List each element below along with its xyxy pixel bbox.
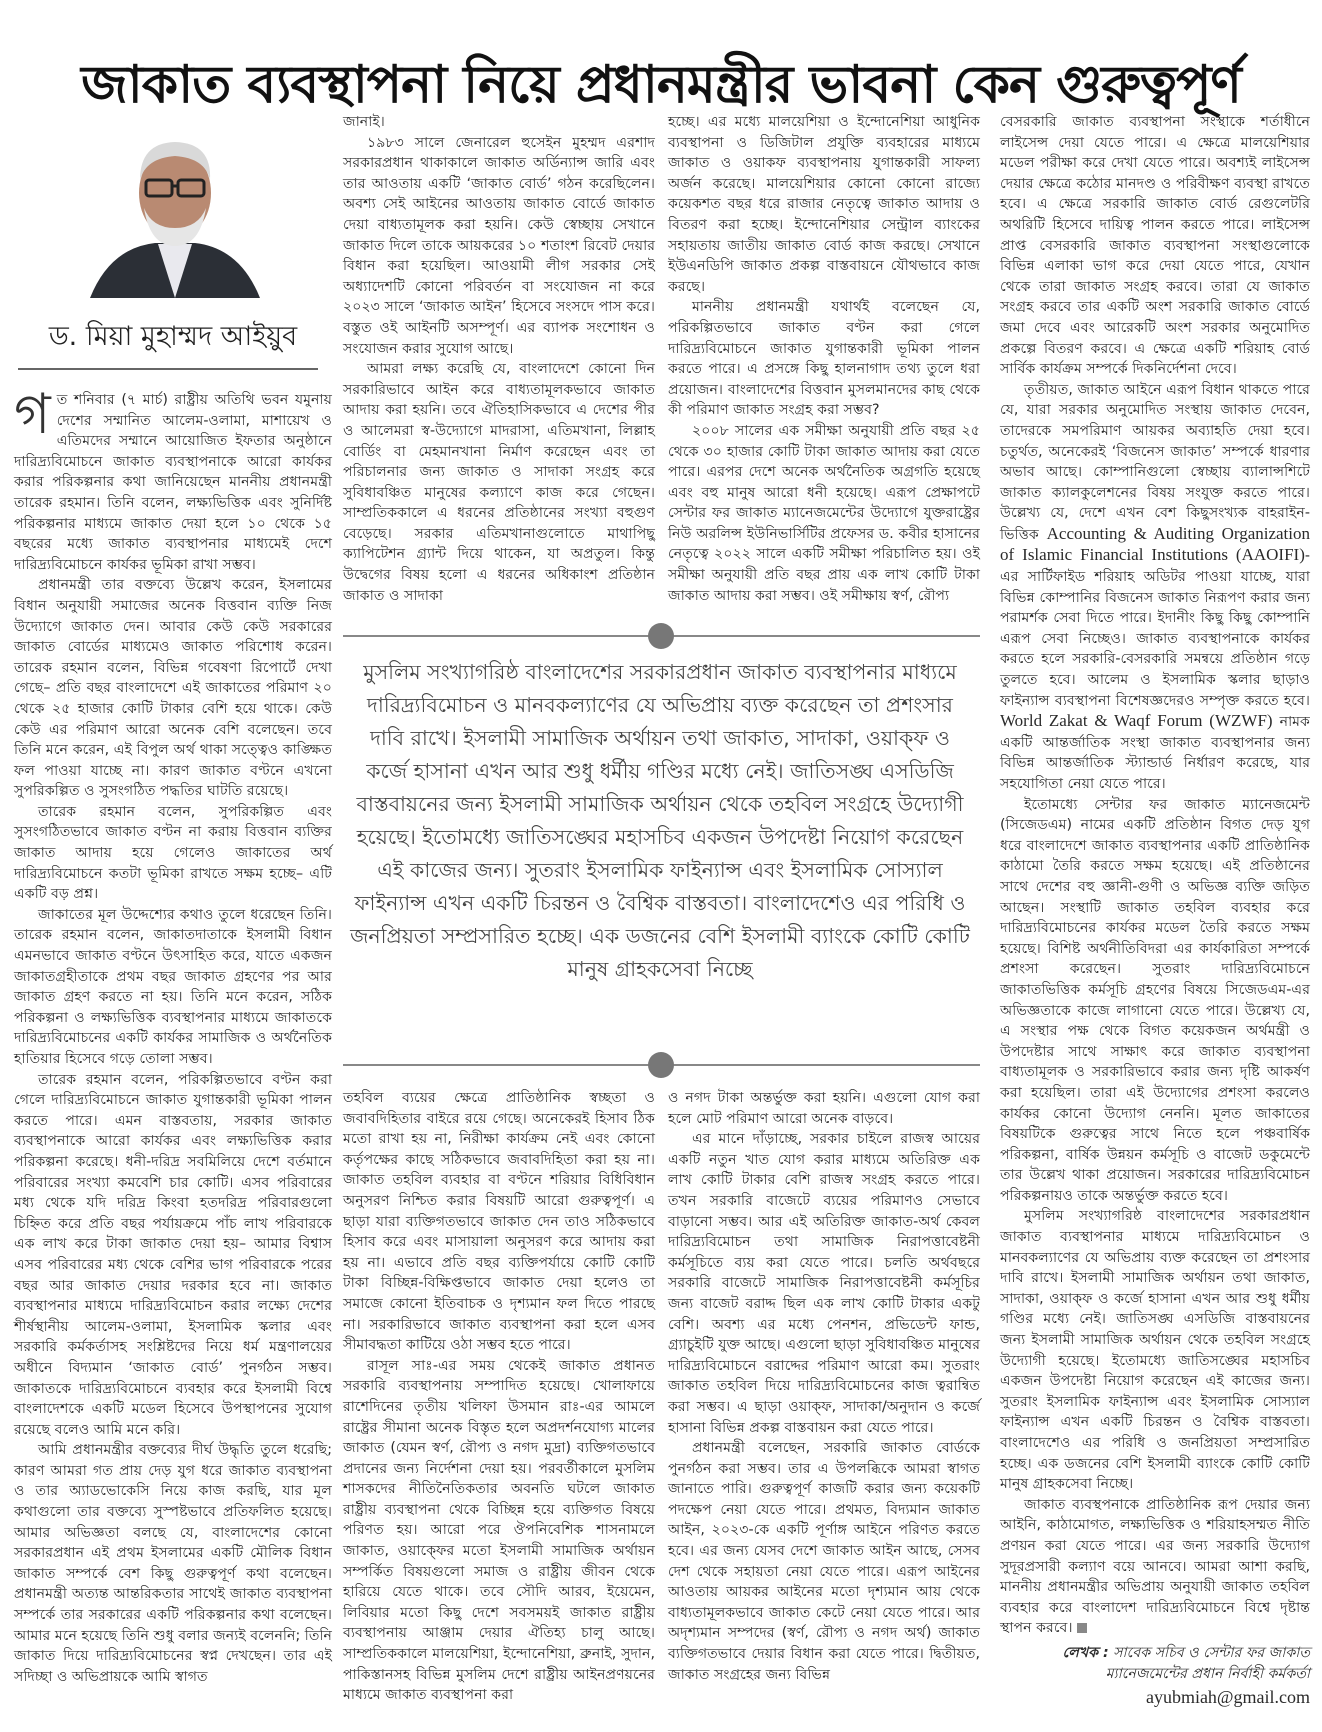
paragraph: আমরা লক্ষ্য করেছি যে, বাংলাদেশে কোনো দিন সরকারিভাবে আইন করে বাধ্যতামূলকভাবে জাকাত আদায় করা হয়নি। তবে ঐতিহাসিকভাবে এ দেশের পীর ও আলেমরা স্ব-উদ্যোগে মাদরাসা, এতিমখানা, লিল্লাহ বোর্ডিং বা মেহমানখানা নির্মাণ করেছেন এবং তা পরিচালনার জন্য জাকাত ও সাদাকা সংগ্রহ করে সুবিধাবঞ্চিত মানুষের কল্যাণে কাজ করে গেছেন। সাম্প্রতিককালে এ ধরনের প্রতিষ্ঠানের সংখ্যা বহুগুণ বেড়েছে। সরকার এতিমখানাগুলোতে মাথাপিছু ক্যাপিটেশন গ্র্যান্ট দিয়ে থাকেন, যা অপ্রতুল। কিন্তু উদ্বেগের বিষয় হলো এ ধরনের অধিকাংশ প্রতিষ্ঠান জাকাত ও সাদাকা: [343, 361, 655, 604]
end-mark-icon: [1077, 1623, 1087, 1633]
author-portrait-icon: [80, 128, 270, 298]
paragraph: মুসলিম সংখ্যাগরিষ্ঠ বাংলাদেশের সরকারপ্রধান জাকাত ব্যবস্থাপনার মাধ্যমে দারিদ্র্যবিমোচন ও মানবকল্যাণের যে অভিপ্রায় ব্যক্ত করেছেন তা প্রশংসার দাবি রাখে। ইসলামী সামাজিক অর্থায়ন তথা জাকাত, সাদাকা, ওয়াক্ফ ও কর্জে হাসানা এখন আর শুধু ধর্মীয় গণ্ডির মধ্যে নেই। জাতিসঙ্ঘ এসডিজি বাস্তবায়নের জন্য ইসলামী সামাজিক অর্থায়ন থেকে তহবিল সংগ্রহে উদ্যোগী হয়েছে। ইতোমধ্যে জাতিসঙ্ঘের মহাসচিব একজন উপদেষ্টা নিয়োগ করেছেন এই কাজের জন্য। সুতরাং ইসলামিক ফাইন্যান্স এবং ইসলামিক সোস্যাল ফাইন্যান্স এখন একটি চিরন্তন ও বৈশ্বিক বাস্তবতা। বাংলাদেশেও এর পরিধি ও জনপ্রিয়তা সম্প্রসারিত হচ্ছে। এক ডজনের বেশি ইসলামী ব্যাংকে কোটি কোটি মানুষ গ্রাহকসেবা নিচ্ছে।: [1000, 1208, 1310, 1493]
paragraph-text: -এর সার্টিফাইড শরিয়াহ অডিটর পাওয়া যাচ্ছে, যারা বিভিন্ন কোম্পানির বিজনেস জাকাত নিরূপণ করার জন্য পরামর্শক সেবা দিতে পারে। ইদানীং কিছু কিছু কোম্পানি এরূপ সেবা নিচ্ছেও। জাকাত ব্যবস্থাপনাকে কার্যকর করতে হলে সরকারি-বেসরকারি সমন্বয়ে প্রতিষ্ঠান গড়ে তুলতে হবে। আলেম ও ইসলামিক স্কলার ছাড়াও ফাইন্যান্স ব্যবস্থাপনা বিশেষজ্ঞদেরও সম্পৃক্ত করতে হবে।: [1000, 548, 1310, 709]
paragraph-text: ত শনিবার (৭ মার্চ) রাষ্ট্রীয় অতিথি ভবন যমুনায় দেশের সম্মানিত আলেম-ওলামা, মাশায়েখ ও এতিমদের সম্মানে আয়োজিত ইফতার অনুষ্ঠানে দারিদ্র্যবিমোচনে জাকাত ব্যবস্থাপনাকে আরো কার্যকর করার পরিকল্পনার কথা জানিয়েছেন মাননীয় প্রধানমন্ত্রী তারেক রহমান। তিনি বলেন, লক্ষ্যভিত্তিক এবং সুনির্দিষ্ট পরিকল্পনার মাধ্যমে জাকাত দেয়া হলে ১০ থেকে ১৫ বছরের মধ্যে জাকাত ব্যবস্থাপনার মাধ্যমেই দেশে দারিদ্র্যবিমোচনে কার্যকর ভূমিকা রাখা সম্ভব।: [14, 392, 332, 573]
paragraph: হচ্ছে। এর মধ্যে মালয়েশিয়া ও ইন্দোনেশিয়া আধুনিক ব্যবস্থাপনা ও ডিজিটাল প্রযুক্তি ব্যবহারের মাধ্যমে জাকাত ও ওয়াকফ ব্যবস্থাপনায় যুগান্তকারী সাফল্য অর্জন করেছে। মালয়েশিয়ার কোনো কোনো রাজ্যে কয়েকশত বছর ধরে রাজার নেতৃত্বে জাকাত আদায় ও বিতরণ করা হচ্ছে। ইন্দোনেশিয়ার সেন্ট্রাল ব্যাংকের সহায়তায় জাতীয় জাকাত বোর্ড কাজ করছে। সেখানে ইউএনডিপি জাকাত প্রকল্প বাস্তবায়নে যৌথভাবে কাজ করছে।: [668, 114, 980, 295]
paragraph: ইতোমধ্যে সেন্টার ফর জাকাত ম্যানেজমেন্ট (সিজেডএম) নামের একটি প্রতিষ্ঠান বিগত দেড় যুগ ধরে বাংলাদেশে জাকাত ব্যবস্থাপনার একটি প্রাতিষ্ঠানিক কাঠামো তৈরি করতে সক্ষম হয়েছে। এই প্রতিষ্ঠানের সাথে দেশের বহু জ্ঞানী-গুণী ও অভিজ্ঞ ব্যক্তি জড়িত আছেন। সংস্থাটি জাকাত তহবিল ব্যবহার করে দারিদ্র্যবিমোচনের কার্যকর মডেল তৈরি করতে সক্ষম হয়েছে। বিশিষ্ট অর্থনীতিবিদরা এর কার্যকারিতা সম্পর্কে প্রশংসা করেছেন। সুতরাং দারিদ্র্যবিমোচনে জাকাতভিত্তিক কর্মসূচি গ্রহণের বিষয়ে সিজেডএম-এর অভিজ্ঞতাকে কাজে লাগানো যেতে পারে। উল্লেখ্য যে, এ সংস্থার পক্ষ থেকে বিগত কয়েকজন অর্থমন্ত্রী ও উপদেষ্টার সাথে সাক্ষাৎ করে জাকাত ব্যবস্থাপনা বাধ্যতামূলক ও সরকারিভাবে করার জন্য দৃষ্টি আকর্ষণ করা হয়েছিল। তারা এই উদ্যোগের প্রশংসা করলেও কার্যকর কোনো উদ্যোগ নেননি। মূলত জাকাতের বিষয়টিকে গুরুত্বের সাথে নিতে হলে পঞ্চবার্ষিক পরিকল্পনা, বার্ষিক উন্নয়ন কর্মসূচি ও বাজেট ডকুমেন্টে তার উল্লেখ থাকা প্রয়োজন। সরকারের দারিদ্র্যবিমোচন পরিকল্পনায়ও তাকে অন্তর্ভুক্ত করতে হবে।: [1000, 796, 1310, 1204]
paragraph: ও নগদ টাকা অন্তর্ভুক্ত করা হয়নি। এগুলো যোগ করা হলে মোট পরিমাণ আরো অনেক বাড়বে।: [668, 1090, 980, 1127]
paragraph: প্রধানমন্ত্রী বলেছেন, সরকারি জাকাত বোর্ডকে পুনর্গঠন করা সম্ভব। তার এ উপলব্ধিকে আমরা স্বাগত জানাতে পারি। গুরুত্বপূর্ণ কাজটি করার জন্য কয়েকটি পদক্ষেপ নেয়া যেতে পারে। প্রথমত, বিদ্যমান জাকাত আইন, ২০২৩-কে একটি পূর্ণাঙ্গ আইনে পরিণত করতে হবে। এর জন্য যেসব দেশে জাকাত আইন আছে, সেসব দেশ থেকে সহায়তা নেয়া যেতে পারে। এরূপ আইনের আওতায় আয়কর আইনের মতো দৃশ্যমান আয় থেকে বাধ্যতামূলকভাবে জাকাত কেটে নেয়া যেতে পারে। আর অদৃশ্যমান সম্পদের (স্বর্ণ, রৌপ্য ও নগদ অর্থ) জাকাত ব্যক্তিগতভাবে দেয়ার বিধান করা যেতে পারে। দ্বিতীয়ত, জাকাত সংগ্রহের জন্য বিভিন্ন: [668, 1440, 980, 1683]
paragraph: এর মানে দাঁড়াচ্ছে, সরকার চাইলে রাজস্ব আয়ের একটি নতুন খাত যোগ করার মাধ্যমে অতিরিক্ত এক লাখ কোটি টাকার বেশি রাজস্ব সংগ্রহ করতে পারে। তখন সরকারি বাজেটে ব্যয়ের পরিমাণও সেভাবে বাড়ানো সম্ভব। আর এই অতিরিক্ত জাকাত-অর্থ কেবল দারিদ্র্যবিমোচন তথা সামাজিক নিরাপত্তাবেষ্টনী কর্মসূচিতে ব্যয় করা যেতে পারে। চলতি অর্থবছরে সরকারি বাজেটে সামাজিক নিরাপত্তাবেষ্টনী কর্মসূচির জন্য বাজেট বরাদ্দ ছিল এক লাখ কোটি টাকার একটু বেশি। অবশ্য এর মধ্যে পেনশন, প্রভিডেন্ট ফান্ড, গ্র্যাচুইটি যুক্ত আছে। এগুলো ছাড়া সুবিধাবঞ্চিত মানুষের দারিদ্র্যবিমোচনে বরাদ্দের পরিমাণ আরো কম। সুতরাং জাকাত তহবিল দিয়ে দারিদ্র্যবিমোচনের কাজ ত্বরান্বিত করা সম্ভব। এ ছাড়া ওয়াক্ফ, সাদাকা/অনুদান ও কর্জে হাসানা বিভিন্ন প্রকল্প বাস্তবায়ন করা যেতে পারে।: [668, 1131, 980, 1436]
byline-label: লেখক :: [1062, 1644, 1109, 1661]
column-3-top: [668, 112, 980, 606]
pull-quote: মুসলিম সংখ্যাগরিষ্ঠ বাংলাদেশের সরকারপ্রধান জাকাত ব্যবস্থাপনার মাধ্যমে দারিদ্র্যবিমোচন ও মানবকল্যাণের যে অভিপ্রায় ব্যক্ত করেছেন তা প্রশংসার দাবি রাখে। ইসলামী সামাজিক অর্থায়ন তথা জাকাত, সাদাকা, ওয়াক্ফ ও কর্জে হাসানা এখন আর শুধু ধর্মীয় গণ্ডির মধ্যে নেই। জাতিসঙ্ঘ এসডিজি বাস্তবায়নের জন্য ইসলামী সামাজিক অর্থায়ন থেকে তহবিল সংগ্রহে উদ্যোগী হয়েছে। ইতোমধ্যে জাতিসঙ্ঘের মহাসচিব একজন উপদেষ্টা নিয়োগ করেছেন এই কাজের জন্য। সুতরাং ইসলামিক ফাইন্যান্স এবং ইসলামিক সোস্যাল ফাইন্যান্স এখন একটি চিরন্তন ও বৈশ্বিক বাস্তবতা। বাংলাদেশেও এর পরিধি ও জনপ্রিয়তা সম্প্রসারিত হচ্ছে। এক ডজনের বেশি ইসলামী ব্যাংকে কোটি কোটি মানুষ গ্রাহকসেবা নিচ্ছে: [350, 660, 970, 981]
author-byline: [1000, 1643, 1310, 1685]
drop-cap: গ: [14, 382, 51, 447]
column-2-top: [343, 112, 655, 606]
paragraph-text: তৃতীয়ত, জাকাত আইনে এরূপ বিধান থাকতে পারে যে, যারা সরকার অনুমোদিত সংস্থায় জাকাত দেবেন, তাদেরকে সমপরিমাণ আয়কর অব্যাহতি দেয়া হবে। চতুর্থত, অনেকেরই ‘বিজনেস জাকাত’ সম্পর্কে ধারণার অভাব আছে। কোম্পানিগুলো স্বেচ্ছায় ব্যালান্সশিটে জাকাত ক্যালকুলেশনের বিষয় সংযুক্ত করতে পারে। উল্লেখ্য যে, দেশে এখন বেশ কিছুসংখ্যক বাহরাইন-ভিত্তিক: [1000, 381, 1310, 543]
paragraph: প্রধানমন্ত্রী তার বক্তব্যে উল্লেখ করেন, ইসলামের বিধান অনুযায়ী সমাজের অনেক বিত্তবান ব্যক্তি নিজ উদ্যোগে জাকাত দেন। আবার কেউ কেউ সরকারের জাকাত বোর্ডের মাধ্যমেও জাকাত পরিশোধ করেন। তারেক রহমান বলেন, বিভিন্ন গবেষণা রিপোর্টে দেখা গেছে– প্রতি বছর বাংলাদেশে এই জাকাতের পরিমাণ ২০ থেকে ২৫ হাজার কোটি টাকার বেশি হয়ে থাকে। কেউ কেউ এর পরিমাণ আরো অনেক বেশি বলেছেন। তবে তিনি মনে করেন, এই বিপুল অর্থ থাকা সত্ত্বেও কাঙ্ক্ষিত ফল পাওয়া যাচ্ছে না। কারণ জাকাত বণ্টনে এখনো সুপরিকল্পিত ও সুসংগঠিত পদ্ধতির ঘাটতি রয়েছে।: [14, 577, 332, 800]
paragraph: আমি প্রধানমন্ত্রীর বক্তব্যের দীর্ঘ উদ্ধৃতি তুলে ধরেছি; কারণ আমরা গত প্রায় দেড় যুগ ধরে জাকাত ব্যবস্থাপনা ও তার অ্যাডভোকেসি নিয়ে কাজ করছি, যার মূল কথাগুলো তার বক্তব্যে সুস্পষ্টভাবে প্রতিফলিত হয়েছে। আমার অভিজ্ঞতা বলছে যে, বাংলাদেশের কোনো সরকারপ্রধান এই প্রথম ইসলামের একটি মৌলিক বিধান জাকাত সম্পর্কে বেশ কিছু গুরুত্বপূর্ণ কথা বলেছেন। প্রধানমন্ত্রী অত্যন্ত আন্তরিকতার সাথেই জাকাত ব্যবস্থাপনা সম্পর্কে তার সরকারের একটি পরিকল্পনার কথা বলেছেন। আমার মনে হয়েছে তিনি শুধু বলার জন্যই বলেননি; তিনি জাকাত দিয়ে দারিদ্র্যবিমোচনের স্বপ্ন দেখছেন। তার এই সদিচ্ছা ও অভিপ্রায়কে আমি স্বাগত: [14, 1442, 332, 1685]
column-3-bottom: [668, 1088, 980, 1685]
paragraph: তারেক রহমান বলেন, পরিকল্পিতভাবে বণ্টন করা গেলে দারিদ্র্যবিমোচনে জাকাত যুগান্তকারী ভূমিকা পালন করতে পারে। এমন বাস্তবতায়, সরকার জাকাত ব্যবস্থাপনাকে আরো কার্যকর এবং লক্ষ্যভিত্তিক করার পরিকল্পনা করেছে। ধনী-দরিদ্র সবমিলিয়ে দেশে বর্তমানে পরিবারের সংখ্যা কমবেশি চার কোটি। এসব পরিবারের মধ্য থেকে যদি দরিদ্র কিংবা হতদরিদ্র পরিবারগুলো চিহ্নিত করে প্রতি বছর পর্যায়ক্রমে পাঁচ লাখ পরিবারকে এক লাখ করে টাকা জাকাত দেয়া হয়– আমার বিশ্বাস এসব পরিবারের মধ্য থেকে বেশির ভাগ পরিবারকে পরের বছর আর জাকাত দেয়ার দরকার হবে না। জাকাত ব্যবস্থাপনার মাধ্যমে দারিদ্র্যবিমোচন করার লক্ষ্যে দেশের শীর্ষস্থানীয় আলেম-ওলামা, ইসলামিক স্কলার এবং সরকারি কর্মকর্তাসহ সংশ্লিষ্টদের নিয়ে ধর্ম মন্ত্রণালয়ের অধীনে বিদ্যমান ‘জাকাত বোর্ড’ পুনর্গঠন সম্ভব। জাকাতকে দারিদ্র্যবিমোচনে ব্যবহার করে ইসলামী বিশ্বে বাংলাদেশকে একটি মডেল হিসেবে উপস্থাপনের সুযোগ রয়েছে বলেও আমি মনে করি।: [14, 1071, 332, 1438]
column-4: [1000, 112, 1310, 1708]
wzwf-name: World Zakat & Waqf Forum (WZWF): [1000, 711, 1273, 731]
paragraph: বেসরকারি জাকাত ব্যবস্থাপনা সংস্থাকে শর্তাধীনে লাইসেন্স দেয়া যেতে পারে। এ ক্ষেত্রে মালয়েশিয়ার মডেল পরীক্ষা করে দেখা যেতে পারে। অবশ্যই লাইসেন্স দেয়ার ক্ষেত্রে কঠোর মানদণ্ড ও পরিবীক্ষণ ব্যবস্থা রাখতে হবে। এ ক্ষেত্রে সরকারি জাকাত বোর্ড রেগুলেটরি অথরিটি হিসেবে দায়িত্ব পালন করতে পারে। লাইসেন্স প্রাপ্ত বেসরকারি জাকাত ব্যবস্থাপনা সংস্থাগুলোকে বিভিন্ন এলাকা ভাগ করে দেয়া যেতে পারে, যেখান থেকে তারা জাকাত সংগ্রহ করবে। তারা যে জাকাত সংগ্রহ করবে তার একটি অংশ সরকারি জাকাত বোর্ডে জমা দেবে এবং আরেকটি অংশ সরকার অনুমোদিত প্রকল্পে বিতরণ করবে। এ ক্ষেত্রে একটি শরিয়াহ বোর্ড সার্বিক কার্যক্রম সম্পর্কে দিকনির্দেশনা দেবে।: [1000, 114, 1310, 378]
paragraph: তহবিল ব্যয়ের ক্ষেত্রে প্রাতিষ্ঠানিক স্বচ্ছতা ও জবাবদিহিতার বাইরে রয়ে গেছে। অনেকেরই হিসাব ঠিক মতো রাখা হয় না, নিরীক্ষা কার্যক্রম নেই এবং কোনো কর্তৃপক্ষের কাছে সঠিকভাবে জবাবদিহিতা করা হয় না। জাকাত তহবিল ব্যবহার বা বণ্টনে শরিয়ার বিধিবিধান অনুসরণ নিশ্চিত করার বিষয়টি আরো গুরুত্বপূর্ণ। এ ছাড়া যারা ব্যক্তিগতভাবে জাকাত দেন তাও সঠিকভাবে হিসাব করে এবং মাসায়ালা অনুসরণ করে আদায় করা হয় না। এভাবে প্রতি বছর ব্যক্তিপর্যায়ে কোটি কোটি টাকা বিচ্ছিন্ন-বিক্ষিপ্তভাবে জাকাত দেয়া হলেও তা সমাজে কোনো ইতিবাচক ও দৃশ্যমান ফল দিতে পারছে না। সরকারিভাবে জাকাত ব্যবস্থাপনা করা হলে এসব সীমাবদ্ধতা কাটিয়ে ওঠা সম্ভব হতে পারে।: [343, 1090, 655, 1354]
paragraph: জানাই।: [343, 114, 385, 130]
author-name: ড. মিয়া মুহাম্মদ আইয়ুব: [48, 321, 298, 352]
aaoifi-name: Accounting & Auditing Organization of Islamic Financial Institutions (AAOIFI): [1000, 523, 1311, 565]
paragraph: [1000, 1495, 1310, 1639]
paragraph-text: নামক একটি আন্তর্জাতিক সংস্থা জাকাত ব্যবস্থাপনার জন্য বিভিন্ন আন্তর্জাতিক স্ট্যান্ডার্ড নির্ধারণ করেছে, যার সহযোগিতা নেয়া যেতে পারে।: [1000, 714, 1310, 792]
paragraph: ১৯৮৩ সালে জেনারেল হুসেইন মুহম্মদ এরশাদ সরকারপ্রধান থাকাকালে জাকাত অর্ডিন্যান্স জারি এবং তার আওতায় একটি ‘জাকাত বোর্ড’ গঠন করেছিলেন। অবশ্য সেই আইনের আওতায় জাকাত বোর্ডে জাকাত দেয়া বাধ্যতামূলক করা হয়নি। কেউ স্বেচ্ছায় সেখানে জাকাত দিলে তাকে আয়করের ১০ শতাংশ রিবেট দেয়ার বিধান করা হয়েছিল। আওয়ামী লীগ সরকার সেই অধ্যাদেশটি কোনো পরিবর্তন বা সংযোজন না করে ২০২৩ সালে ‘জাকাত আইন’ হিসেবে সংসদে পাস করে। বস্তুত ওই আইনটি অসম্পূর্ণ। এর ব্যাপক সংশোধন ও সংযোজন করার সুযোগ আছে।: [343, 134, 655, 357]
headline: জাকাত ব্যবস্থাপনা নিয়ে প্রধানমন্ত্রীর ভাবনা কেন গুরুত্বপূর্ণ: [81, 54, 1241, 115]
author-email[interactable]: ayubmiah@gmail.com: [1145, 1686, 1310, 1707]
column-2-bottom: [343, 1088, 655, 1706]
paragraph: জাকাতের মূল উদ্দেশ্যের কথাও তুলে ধরেছেন তিনি। তারেক রহমান বলেন, জাকাতদাতাকে ইসলামী বিধান এমনভাবে জাকাত বণ্টনে উৎসাহিত করে, যাতে একজন জাকাতগ্রহীতাকে প্রথম বছর জাকাত গ্রহণের পর আর জাকাত গ্রহণ করতে না হয়। তিনি মনে করেন, সঠিক পরিকল্পনা ও লক্ষ্যভিত্তিক ব্যবস্থাপনার মাধ্যমে জাকাতকে দারিদ্র্যবিমোচনের একটি কার্যকর সামাজিক ও অর্থনৈতিক হাতিয়ার হিসেবে গড়ে তোলা সম্ভব।: [14, 906, 332, 1067]
pull-quote-bottom-dot-icon: [648, 1052, 674, 1078]
column-1: [14, 382, 332, 1687]
paragraph: [14, 382, 332, 575]
paragraph-text: জাকাত ব্যবস্থপনাকে প্রাতিষ্ঠানিক রূপ দেয়ার জন্য আইনি, কাঠামোগত, লক্ষ্যভিত্তিক ও শরিয়াহসম্মত নীতি প্রণয়ন করা যেতে পারে। এর জন্য সরকারি উদ্যোগ সুদূরপ্রসারী কল্যাণ বয়ে আনবে। আমরা আশা করছি, মাননীয় প্রধানমন্ত্রীর অভিপ্রায় অনুযায়ী জাকাত তহবিল ব্যবহার করে বাংলাদেশ দারিদ্র্যবিমোচনে বিশ্বে দৃষ্টান্ত স্থাপন করবে।: [1000, 1496, 1310, 1637]
author-divider: [18, 368, 318, 370]
pull-quote-top-dot-icon: [648, 623, 674, 649]
paragraph: মাননীয় প্রধানমন্ত্রী যথার্থই বলেছেন যে, পরিকল্পিতভাবে জাকাত বণ্টন করা গেলে দারিদ্র্যবিমোচনে জাকাত যুগান্তকারী ভূমিকা পালন করতে পারে। এ প্রসঙ্গে কিছু হালনাগাদ তথ্য তুলে ধরা প্রয়োজন। বাংলাদেশের বিত্তবান মুসলমানদের কাছ থেকে কী পরিমাণ জাকাত সংগ্রহ করা সম্ভব?: [668, 299, 980, 419]
paragraph: [1000, 380, 1310, 795]
paragraph: ২০০৮ সালের এক সমীক্ষা অনুযায়ী প্রতি বছর ২৫ থেকে ৩০ হাজার কোটি টাকা জাকাত আদায় করা যেতে পারে। এরপর দেশে অনেক অর্থনৈতিক অগ্রগতি হয়েছে এবং বহু মানুষ আরো ধনী হয়েছে। এরূপ প্রেক্ষাপটে সেন্টার ফর জাকাত ম্যানেজমেন্টের উদ্যোগে যুক্তরাষ্ট্রের নিউ অরলিন্স ইউনিভার্সিটির প্রফেসর ড. কবীর হাসানের নেতৃত্বে ২০২২ সালে একটি সমীক্ষা পরিচালিত হয়। ওই সমীক্ষা অনুযায়ী প্রতি বছর প্রায় এক লাখ কোটি টাকা জাকাত আদায় করা সম্ভব। ওই সমীক্ষায় স্বর্ণ, রৌপ্য: [668, 422, 980, 604]
byline-text: সাবেক সচিব ও সেন্টার ফর জাকাত ম্যানেজমেন্টের প্রধান নির্বাহী কর্মকর্তা: [1105, 1644, 1310, 1682]
paragraph: রাসূল সাঃ-এর সময় থেকেই জাকাত প্রধানত সরকারি ব্যবস্থাপনায় সম্পাদিত হয়েছে। খোলাফায়ে রাশেদিনের তৃতীয় খলিফা উসমান রাঃ-এর আমলে রাষ্ট্রের সীমানা অনেক বিস্তৃত হলে অপ্রদর্শনযোগ্য মালের জাকাত (যেমন স্বর্ণ, রৌপ্য ও নগদ মুদ্রা) ব্যক্তিগতভাবে প্রদানের জন্য নির্দেশনা দেয়া হয়। পরবর্তীকালে মুসলিম শাসকদের নীতিনৈতিকতার অবনতি ঘটলে জাকাত রাষ্ট্রীয় ব্যবস্থাপনা থেকে বিচ্ছিন্ন হয়ে ব্যক্তিগত বিষয়ে পরিণত হয়। আরো পরে ঔপনিবেশিক শাসনামলে জাকাত, ওয়াক্ফের মতো ইসলামী সামাজিক অর্থায়ন সম্পর্কিত বিষয়গুলো সমাজ ও রাষ্ট্রীয় জীবন থেকে হারিয়ে যেতে থাকে। তবে সৌদি আরব, ইয়েমেন, লিবিয়ার মতো কিছু দেশে সবসময়ই জাকাত রাষ্ট্রীয় ব্যবস্থাপনায় আঞ্জাম দেয়ার ঐতিহ্য চালু আছে। সাম্প্রতিককালে মালয়েশিয়া, ইন্দোনেশিয়া, ব্রুনাই, সুদান, পাকিস্তানসহ বিভিন্ন মুসলিম দেশে রাষ্ট্রীয় আইনপ্রণয়নের মাধ্যমে জাকাত ব্যবস্থাপনা করা: [343, 1357, 655, 1704]
paragraph: তারেক রহমান বলেন, সুপরিকল্পিত এবং সুসংগঠিতভাবে জাকাত বণ্টন না করায় বিত্তবান ব্যক্তির জাকাত আদায় হয়ে গেলেও জাকাতের অর্থ দারিদ্র্যবিমোচনে কতটা ভূমিকা রাখতে সক্ষম হচ্ছে– এটি একটি বড় প্রশ্ন।: [14, 803, 332, 903]
